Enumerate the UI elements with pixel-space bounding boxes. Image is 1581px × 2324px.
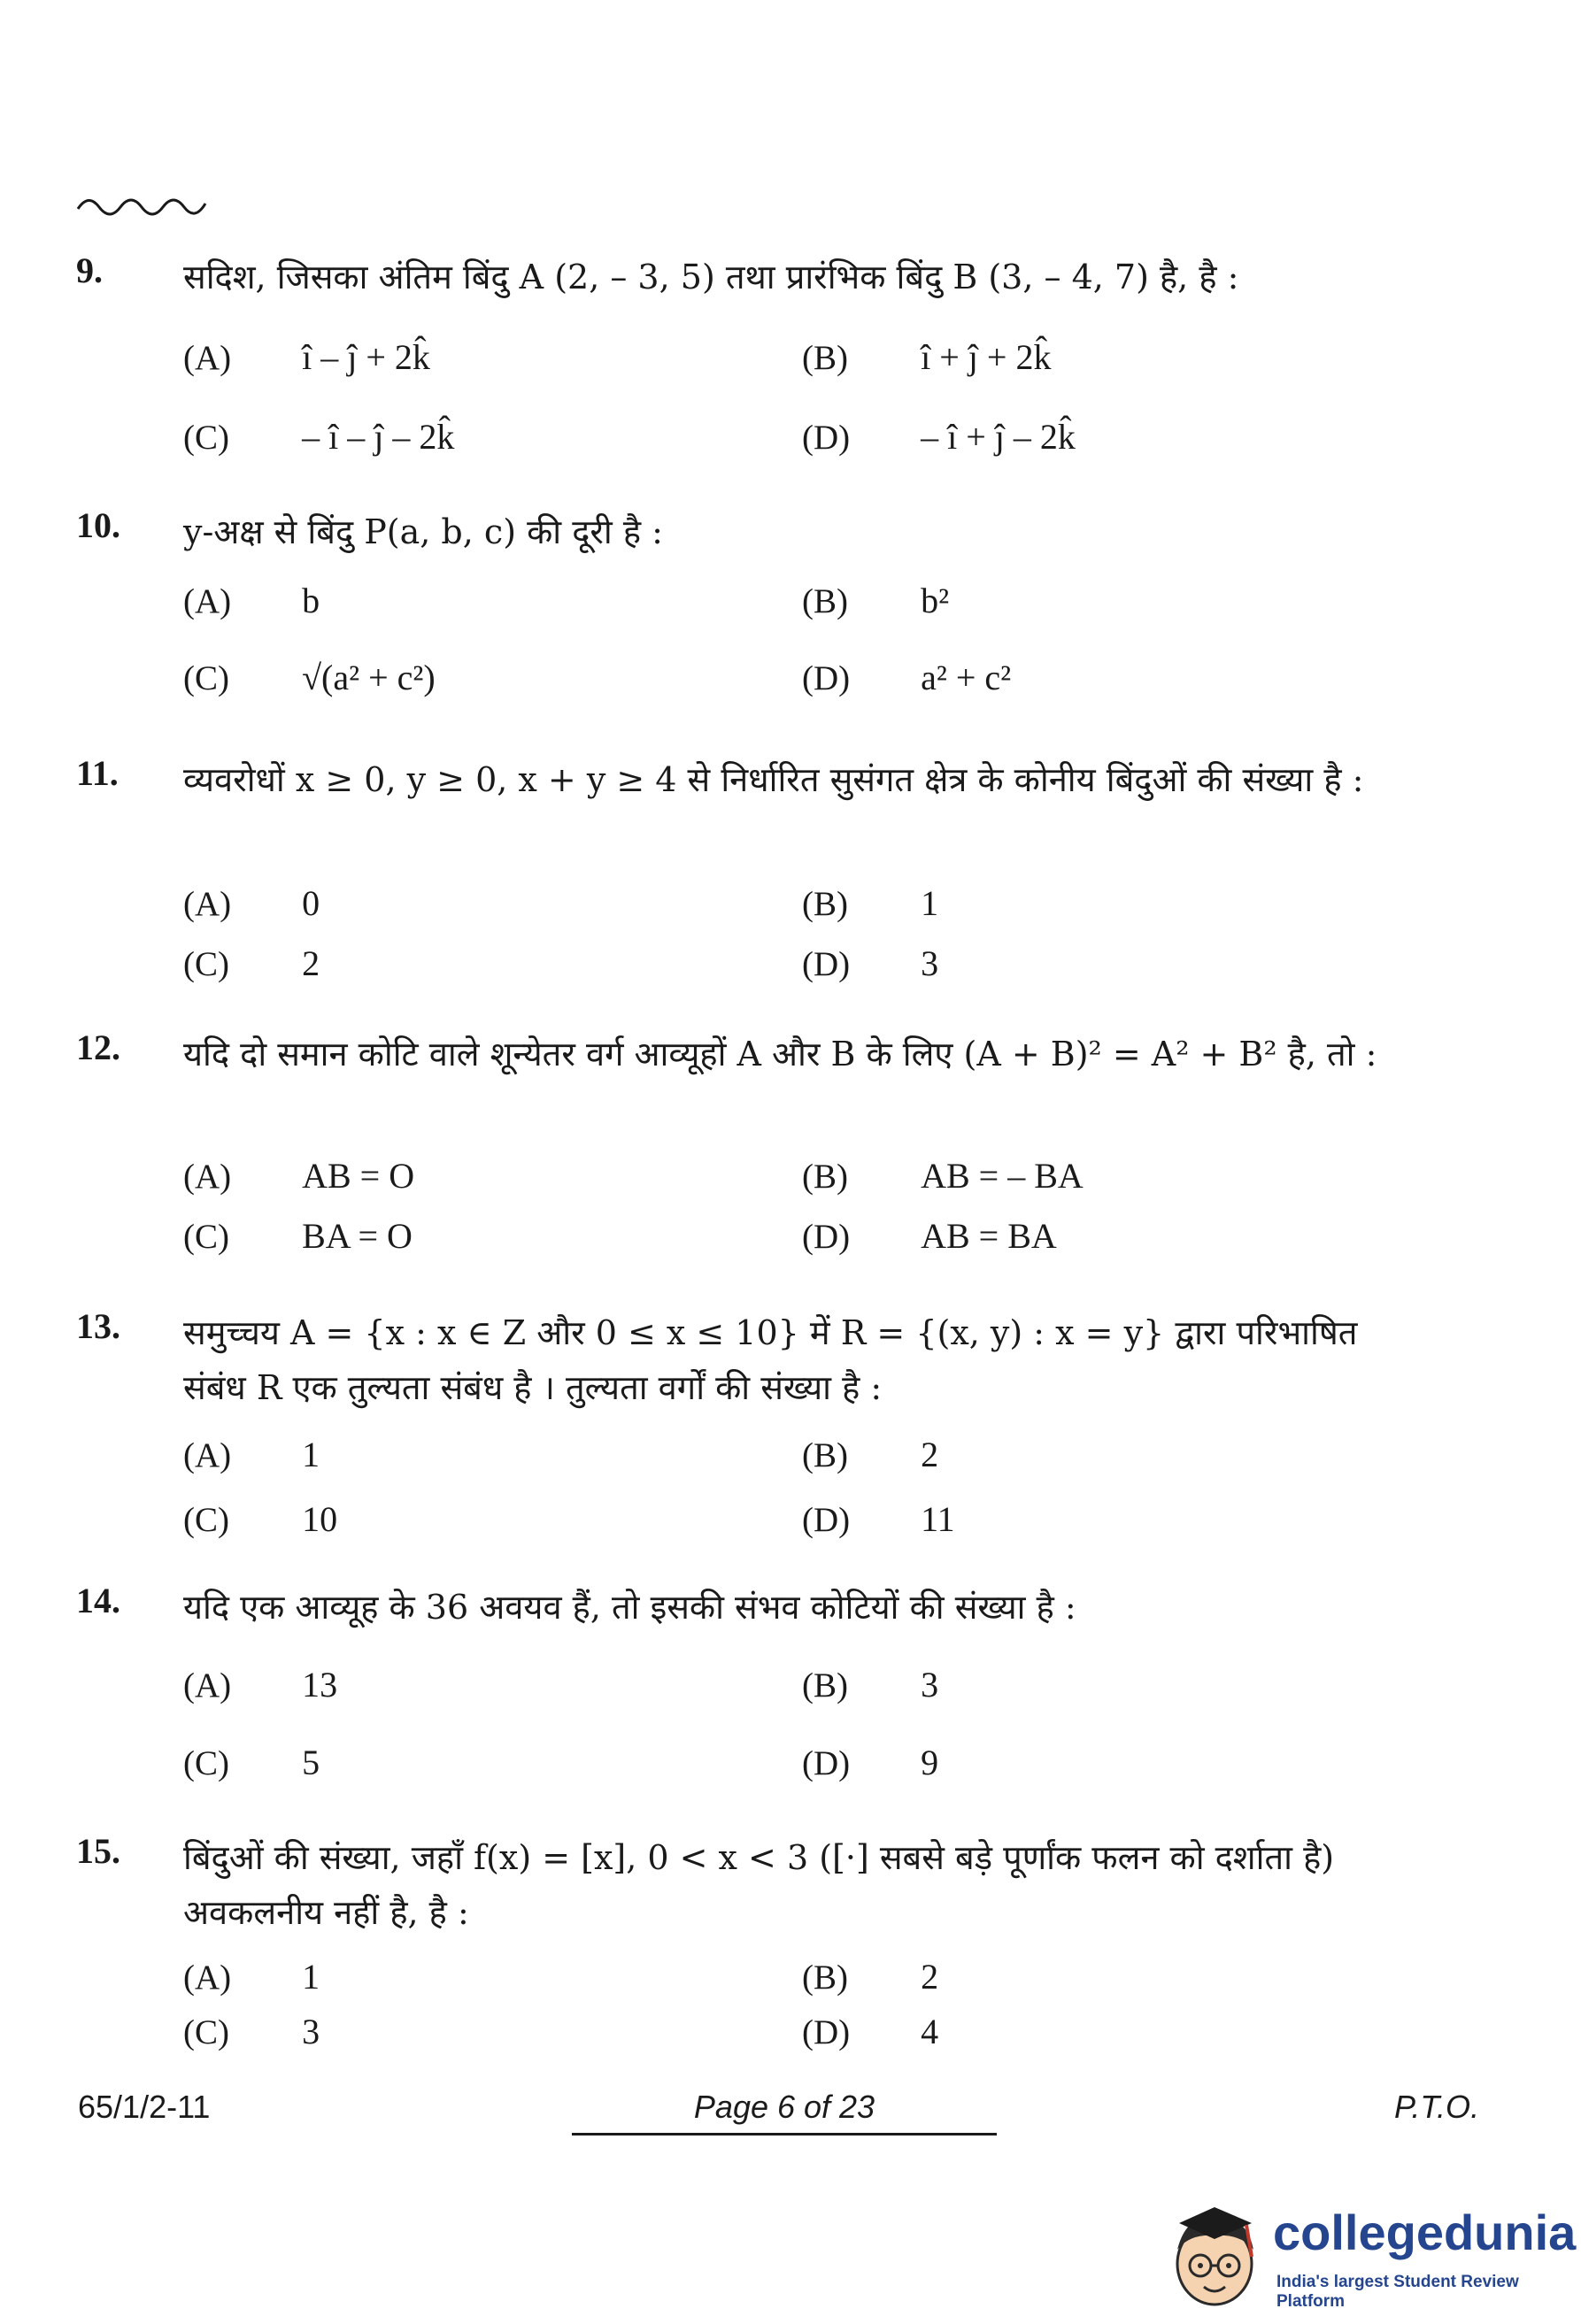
- option-label: (C): [183, 1218, 229, 1256]
- option-a: [183, 1664, 337, 1705]
- question-text: समुच्चय A = {x : x ∈ Z और 0 ≤ x ≤ 10} में R = {(x, y) : x = y} द्वारा परिभाषित संबंध R एक तुल्यता संबंध है । तुल्यता वर्गों की संख्या है :: [183, 1313, 1358, 1407]
- option-label: (A): [183, 885, 232, 923]
- option-label: (D): [802, 419, 851, 457]
- question-number: 9.: [76, 250, 103, 290]
- option-label: (D): [802, 1744, 851, 1782]
- option-c: [183, 2011, 320, 2052]
- page-number: Page 6 of 23: [693, 2089, 875, 2125]
- option-label: (B): [802, 1436, 848, 1474]
- option-c: [183, 657, 436, 698]
- option-value: 2: [302, 943, 320, 983]
- option-label: (B): [802, 339, 848, 377]
- student-mascot-icon: [1160, 2188, 1270, 2320]
- option-value: b: [302, 581, 320, 620]
- option-label: (C): [183, 659, 229, 697]
- option-value: 1: [921, 883, 939, 923]
- question-number: 14.: [76, 1581, 120, 1620]
- option-value: AB = – BA: [921, 1156, 1084, 1196]
- question-text: व्यवरोधों x ≥ 0, y ≥ 0, x + y ≥ 4 से निर्धारित सुसंगत क्षेत्र के कोनीय बिंदुओं की संख्या है :: [183, 760, 1364, 799]
- option-d: [802, 1215, 1057, 1257]
- option-b: [802, 1664, 938, 1705]
- question-number: 15.: [76, 1831, 120, 1871]
- option-d: [802, 943, 938, 984]
- option-value: – î – ĵ – 2k̂: [302, 417, 455, 457]
- option-value: √(a² + c²): [302, 658, 436, 697]
- question-number: 13.: [76, 1306, 120, 1346]
- option-value: 3: [302, 2012, 320, 2051]
- option-value: a² + c²: [921, 658, 1012, 697]
- option-label: (C): [183, 945, 229, 983]
- option-label: (B): [802, 1958, 848, 1997]
- question-text: सदिश, जिसका अंतिम बिंदु A (2, – 3, 5) तथा प्रारंभिक बिंदु B (3, – 4, 7) है, है :: [183, 258, 1239, 296]
- option-label: (C): [183, 1744, 229, 1782]
- question-text: यदि एक आव्यूह के 36 अवयव हैं, तो इसकी संभव कोटियों की संख्या है :: [183, 1588, 1076, 1627]
- option-a: [183, 1155, 414, 1197]
- question-text: यदि दो समान कोटि वाले शून्येतर वर्ग आव्यूहों A और B के लिए (A + B)² = A² + B² है, तो :: [183, 1035, 1377, 1074]
- option-value: b²: [921, 581, 950, 620]
- option-value: 2: [921, 1957, 939, 1997]
- pto-label: P.T.O.: [1394, 2089, 1480, 2125]
- question-number: 12.: [76, 1027, 120, 1067]
- logo-tagline: India's largest Student Review Platform: [1276, 2273, 1519, 2311]
- option-value: AB = O: [302, 1156, 415, 1196]
- option-a: [183, 1434, 320, 1475]
- option-a: [183, 336, 430, 378]
- option-label: (A): [183, 1958, 232, 1997]
- page-number-rule: [572, 2133, 997, 2135]
- option-d: [802, 1498, 955, 1540]
- option-value: 0: [302, 883, 320, 923]
- option-label: (D): [802, 945, 851, 983]
- option-value: 3: [921, 943, 939, 983]
- option-value: î – ĵ + 2k̂: [302, 337, 430, 377]
- paper-code: 65/1/2-11: [78, 2089, 211, 2125]
- option-c: [183, 943, 320, 984]
- option-b: [802, 336, 1051, 378]
- option-b: [802, 1956, 938, 1997]
- option-label: (B): [802, 582, 848, 620]
- question-number: 11.: [76, 753, 119, 793]
- option-value: î + ĵ + 2k̂: [921, 337, 1052, 377]
- option-label: (A): [183, 1436, 232, 1474]
- option-label: (A): [183, 339, 232, 377]
- option-value: 5: [302, 1743, 320, 1782]
- option-label: (C): [183, 2013, 229, 2051]
- option-value: – î + ĵ – 2k̂: [921, 417, 1076, 457]
- option-value: 9: [921, 1743, 939, 1782]
- option-label: (D): [802, 1218, 851, 1256]
- option-label: (D): [802, 2013, 851, 2051]
- option-label: (B): [802, 1158, 848, 1196]
- option-label: (B): [802, 885, 848, 923]
- option-value: 13: [302, 1665, 338, 1705]
- option-c: [183, 1215, 413, 1257]
- option-value: 3: [921, 1665, 939, 1705]
- wave-mark: [76, 188, 209, 223]
- option-value: 1: [302, 1435, 320, 1474]
- option-a: [183, 580, 320, 621]
- option-c: [183, 416, 454, 458]
- option-b: [802, 882, 938, 924]
- option-value: BA = O: [302, 1216, 413, 1256]
- option-value: 1: [302, 1957, 320, 1997]
- option-value: 4: [921, 2012, 939, 2051]
- option-label: (C): [183, 419, 229, 457]
- option-label: (B): [802, 1666, 848, 1705]
- question-number: 10.: [76, 505, 120, 545]
- collegedunia-logo: [1160, 2188, 1576, 2320]
- option-b: [802, 1155, 1084, 1197]
- option-value: 11: [921, 1499, 955, 1539]
- option-value: AB = BA: [921, 1216, 1057, 1256]
- option-value: 2: [921, 1435, 939, 1474]
- option-label: (D): [802, 659, 851, 697]
- option-a: [183, 1956, 320, 1997]
- option-label: (A): [183, 582, 232, 620]
- option-d: [802, 2011, 938, 2052]
- question-text: y-अक्ष से बिंदु P(a, b, c) की दूरी है :: [183, 512, 663, 551]
- option-label: (D): [802, 1501, 851, 1539]
- option-b: [802, 1434, 938, 1475]
- option-value: 10: [302, 1499, 338, 1539]
- option-d: [802, 657, 1011, 698]
- option-label: (C): [183, 1501, 229, 1539]
- option-d: [802, 1742, 938, 1783]
- option-label: (A): [183, 1666, 232, 1705]
- question-text: बिंदुओं की संख्या, जहाँ f(x) = [x], 0 < x < 3 ([·] सबसे बड़े पूर्णांक फलन को दर्शाता है) अवकलनीय नहीं है, है :: [183, 1838, 1335, 1932]
- option-c: [183, 1742, 320, 1783]
- option-label: (A): [183, 1158, 232, 1196]
- logo-name: collegedunia: [1273, 2205, 1577, 2260]
- option-d: [802, 416, 1076, 458]
- option-b: [802, 580, 949, 621]
- option-c: [183, 1498, 337, 1540]
- option-a: [183, 882, 320, 924]
